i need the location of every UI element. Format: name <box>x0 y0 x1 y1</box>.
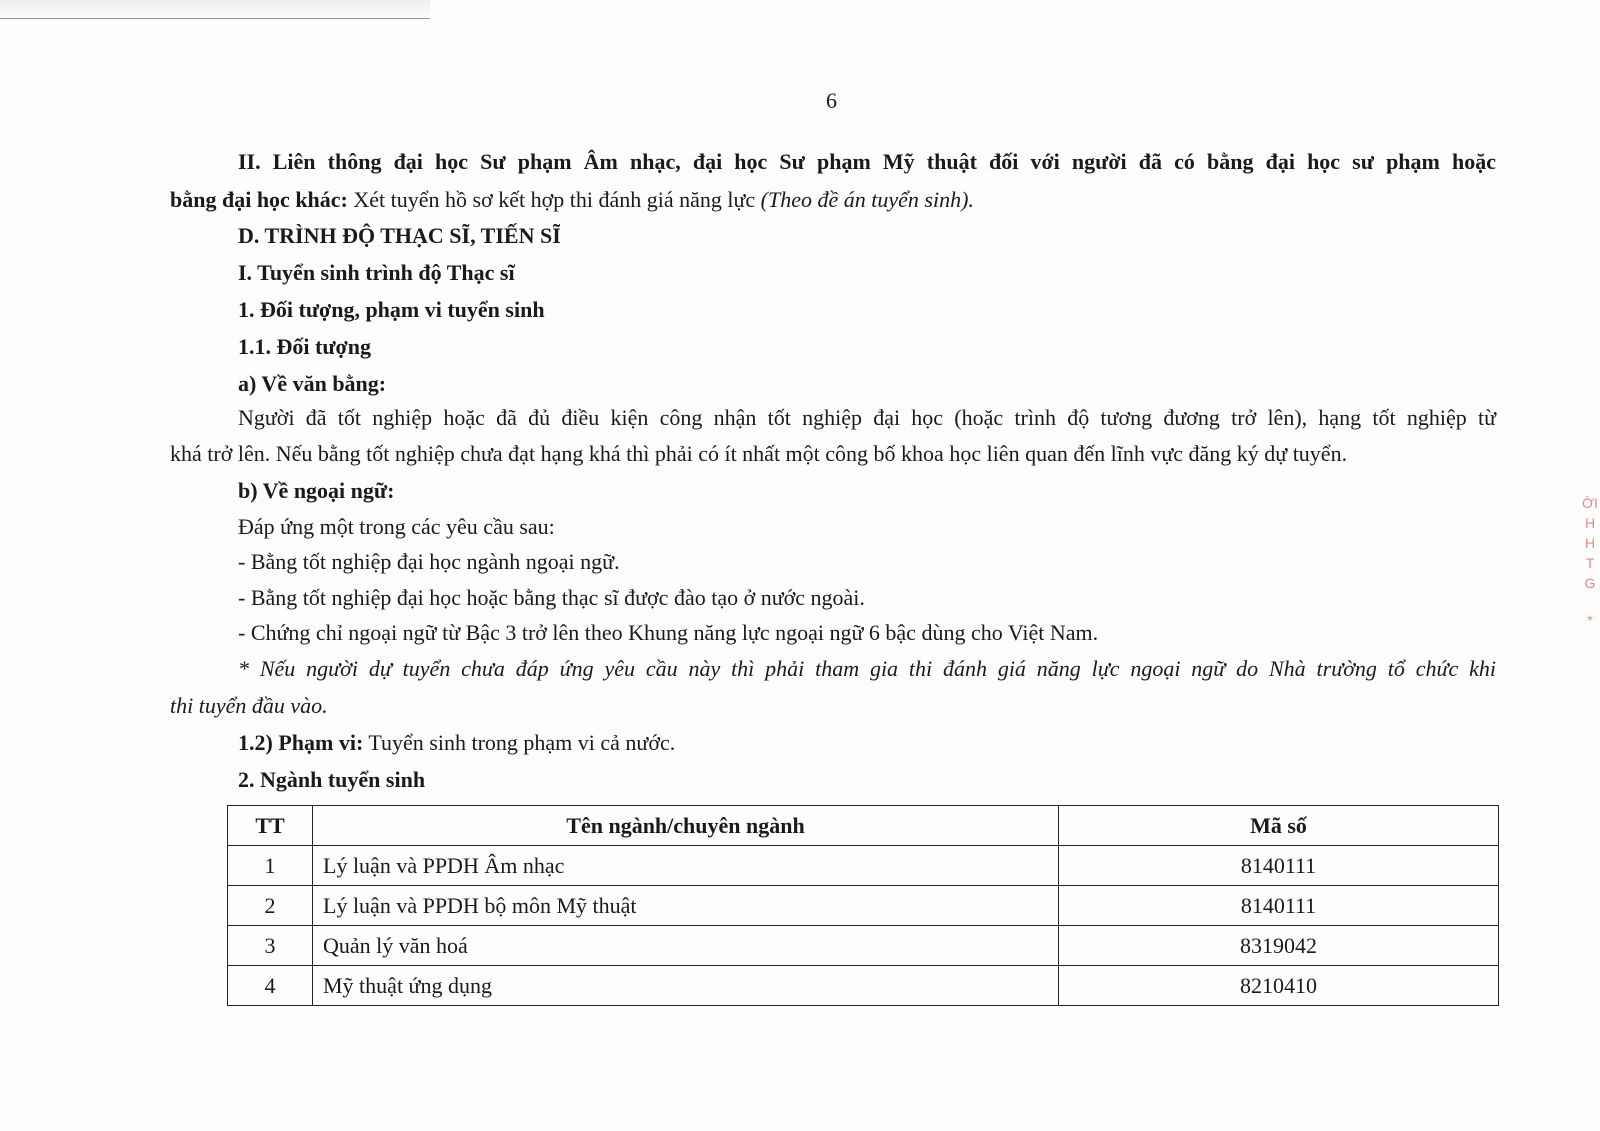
scan-edge-artifact <box>0 0 430 19</box>
section-II-line2-text: Xét tuyển hồ sơ kết hợp thi đánh giá năng lực <box>347 187 761 212</box>
degree-paragraph-line1: Người đã tốt nghiệp hoặc đã đủ điều kiện công nhận tốt nghiệp đại học (hoặc trình độ tương đương trở lên), hạng tốt nghiệp từ <box>238 405 1496 430</box>
table-row <box>228 926 1499 966</box>
stamp-fragment: * <box>1587 612 1593 628</box>
cell-tt: 1 <box>228 846 313 886</box>
cell-tt: 4 <box>228 966 313 1006</box>
language-requirement-3: - Chứng chỉ ngoại ngữ từ Bậc 3 trở lên theo Khung năng lực ngoại ngữ 6 bậc dùng cho Việt Nam. <box>238 620 1099 645</box>
majors-table <box>227 805 1499 1006</box>
subsection-2-heading: 2. Ngành tuyển sinh <box>238 767 426 792</box>
cell-code: 8140111 <box>1059 886 1499 926</box>
language-note-line2: thi tuyển đầu vào. <box>170 693 328 718</box>
cell-tt: 2 <box>228 886 313 926</box>
section-II-line2 <box>170 186 974 214</box>
language-requirement-2: - Bằng tốt nghiệp đại học hoặc bằng thạc sĩ được đào tạo ở nước ngoài. <box>238 585 865 610</box>
stamp-fragment: ỜI <box>1582 495 1598 511</box>
item-b-heading: b) Về ngoại ngữ: <box>238 478 395 503</box>
header-major-name: Tên ngành/chuyên ngành <box>313 806 1059 846</box>
stamp-fragment: G <box>1584 575 1596 591</box>
section-D-title: D. TRÌNH ĐỘ THẠC SĨ, TIẾN SĨ <box>238 223 561 248</box>
stamp-fragment: H <box>1584 535 1596 551</box>
header-tt: TT <box>228 806 313 846</box>
language-note-line1: * Nếu người dự tuyển chưa đáp ứng yêu cầu này thì phải tham gia thi đánh giá năng lực ngoại ngữ do Nhà trường tổ chức khi <box>238 656 1496 681</box>
item-a-heading: a) Về văn bằng: <box>238 371 387 396</box>
table-row <box>228 846 1499 886</box>
subsection-1-1-heading: 1.1. Đối tượng <box>238 334 371 359</box>
table-row <box>228 966 1499 1006</box>
cell-code: 8319042 <box>1059 926 1499 966</box>
cell-tt: 3 <box>228 926 313 966</box>
header-code: Mã số <box>1059 806 1499 846</box>
cell-major-name: Lý luận và PPDH bộ môn Mỹ thuật <box>313 886 1059 926</box>
cell-code: 8140111 <box>1059 846 1499 886</box>
section-II-line2-bold: bằng đại học khác: <box>170 187 348 212</box>
language-requirement-1: - Bằng tốt nghiệp đại học ngành ngoại ngữ. <box>238 549 620 574</box>
degree-paragraph-line2: khá trở lên. Nếu bằng tốt nghiệp chưa đạt hạng khá thì phải có ít nhất một công bố khoa học liên quan đến lĩnh vực đăng ký dự tuyển. <box>170 441 1348 466</box>
table-header-row <box>228 806 1499 846</box>
subsection-I-heading: I. Tuyển sinh trình độ Thạc sĩ <box>238 260 515 285</box>
page-number: 6 <box>826 88 837 113</box>
scope-label: 1.2) Phạm vi: <box>238 730 364 755</box>
cell-major-name: Lý luận và PPDH Âm nhạc <box>313 846 1059 886</box>
table-row <box>228 886 1499 926</box>
cell-major-name: Mỹ thuật ứng dụng <box>313 966 1059 1006</box>
scope-text: Tuyển sinh trong phạm vi cả nước. <box>363 730 676 755</box>
stamp-fragment: T <box>1585 555 1595 571</box>
section-II-line2-italic: (Theo đề án tuyển sinh). <box>760 187 974 212</box>
scope-line <box>238 729 675 757</box>
subsection-1-heading: 1. Đối tượng, phạm vi tuyển sinh <box>238 297 545 322</box>
cell-major-name: Quản lý văn hoá <box>313 926 1059 966</box>
section-II-heading: II. Liên thông đại học Sư phạm Âm nhạc, đại học Sư phạm Mỹ thuật đối với người đã có bằng đại học sư phạm hoặc <box>238 149 1496 174</box>
cell-code: 8210410 <box>1059 966 1499 1006</box>
language-intro: Đáp ứng một trong các yêu cầu sau: <box>238 514 555 539</box>
stamp-fragment: H <box>1584 515 1596 531</box>
